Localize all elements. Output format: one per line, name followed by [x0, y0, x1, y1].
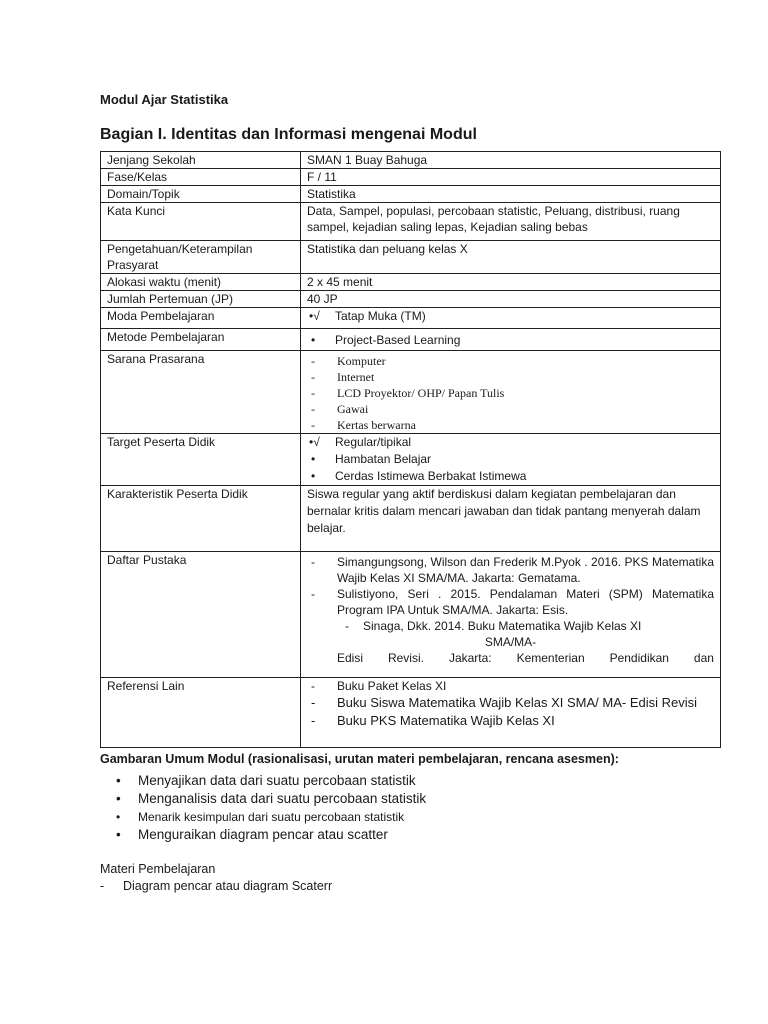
list-item: • Menyajikan data dari suatu percobaan statistik	[100, 772, 600, 790]
row-sarana	[101, 351, 721, 434]
value-referensi	[301, 678, 721, 748]
value-metode	[301, 329, 721, 351]
label-fase: Fase/Kelas	[101, 169, 301, 186]
tail-word: Kementerian	[516, 651, 585, 665]
label-karakteristik: Karakteristik Peserta Didik	[101, 486, 301, 552]
label-jumlah: Jumlah Pertemuan (JP)	[101, 291, 301, 308]
dash-marker: -	[100, 879, 105, 893]
list-item: • Cerdas Istimewa Berbakat Istimewa	[307, 468, 716, 485]
materi-item-text: Diagram pencar atau diagram Scaterr	[123, 879, 333, 893]
label-referensi: Referensi Lain	[101, 678, 301, 748]
label-pustaka: Daftar Pustaka	[101, 552, 301, 678]
list-item: - Buku Siswa Matematika Wajib Kelas XI SMA/ MA- Edisi Revisi	[307, 694, 716, 712]
list-item: - LCD Proyektor/ OHP/ Papan Tulis	[307, 385, 716, 401]
tail-word: dan	[693, 651, 714, 665]
row-metode	[101, 329, 721, 351]
row-jumlah	[101, 291, 721, 308]
value-karakteristik: Siswa regular yang aktif berdiskusi dalam kegiatan pembelajaran dan bernalar kritis dalam mencari jawaban dan tidak pantang menyerah dalam belajar.	[301, 486, 721, 552]
row-jenjang	[101, 152, 721, 169]
list-item: - Buku PKS Matematika Wajib Kelas XI	[307, 712, 716, 730]
label-alokasi: Alokasi waktu (menit)	[101, 274, 301, 291]
value-prasyarat: Statistika dan peluang kelas X	[301, 241, 721, 274]
identity-table	[100, 151, 721, 748]
list-item: - Sinaga, Dkk. 2014. Buku Matematika Wajib Kelas XI	[307, 618, 714, 634]
label-metode: Metode Pembelajaran	[101, 329, 301, 351]
label-target: Target Peserta Didik	[101, 434, 301, 486]
value-pustaka	[301, 552, 721, 678]
list-item: •√ Regular/tipikal	[307, 434, 716, 451]
value-jenjang: SMAN 1 Buay Bahuga	[301, 152, 721, 169]
value-fase: F / 11	[301, 169, 721, 186]
pustaka-tail-line	[307, 650, 714, 666]
document-title: Modul Ajar Statistika	[100, 92, 229, 107]
value-kata-kunci: Data, Sampel, populasi, percobaan statistic, Peluang, distribusi, ruang sampel, kejadian saling lepas, Kejadian saling bebas	[301, 203, 721, 241]
list-item: - Komputer	[307, 353, 716, 369]
row-fase	[101, 169, 721, 186]
value-target	[301, 434, 721, 486]
row-target	[101, 434, 721, 486]
row-kata-kunci	[101, 203, 721, 241]
tail-word: Revisi.	[387, 651, 424, 665]
list-item: • Project-Based Learning	[307, 332, 716, 348]
pustaka-continuation: SMA/MA-	[484, 635, 537, 649]
list-item: •√ Tatap Muka (TM)	[307, 308, 716, 324]
row-alokasi	[101, 274, 721, 291]
label-moda: Moda Pembelajaran	[101, 308, 301, 329]
list-item: - Kertas berwarna	[307, 417, 716, 433]
row-karakteristik	[101, 486, 721, 552]
row-domain	[101, 186, 721, 203]
label-domain: Domain/Topik	[101, 186, 301, 203]
list-item: - Internet	[307, 369, 716, 385]
value-jumlah: 40 JP	[301, 291, 721, 308]
list-item: - Sulistiyono, Seri . 2015. Pendalaman Materi (SPM) Matematika Program IPA Untuk SMA/MA. Jakarta: Esis.	[307, 586, 714, 618]
materi-title: Materi Pembelajaran	[100, 862, 216, 876]
value-sarana	[301, 351, 721, 434]
materi-item	[100, 879, 332, 893]
list-item: - Gawai	[307, 401, 716, 417]
row-moda	[101, 308, 721, 329]
gambaran-list	[100, 772, 600, 844]
row-prasyarat	[101, 241, 721, 274]
row-referensi	[101, 678, 721, 748]
list-item: - Simangungsong, Wilson dan Frederik M.Pyok . 2016. PKS Matematika Wajib Kelas XI SMA/MA. Jakarta: Gematama.	[307, 554, 714, 586]
label-jenjang: Jenjang Sekolah	[101, 152, 301, 169]
label-kata-kunci: Kata Kunci	[101, 203, 301, 241]
label-sarana: Sarana Prasarana	[101, 351, 301, 434]
list-item: • Hambatan Belajar	[307, 451, 716, 468]
value-alokasi: 2 x 45 menit	[301, 274, 721, 291]
label-prasyarat: Pengetahuan/Keterampilan Prasyarat	[101, 241, 301, 274]
list-item: • Menguraikan diagram pencar atau scatter	[100, 826, 600, 844]
tail-word: Pendidikan	[609, 651, 669, 665]
list-item: - Buku Paket Kelas XI	[307, 678, 716, 694]
section-title: Bagian I. Identitas dan Informasi mengenai Modul	[100, 126, 477, 143]
list-item: • Menarik kesimpulan dari suatu percobaan statistik	[100, 808, 600, 826]
list-item: • Menganalisis data dari suatu percobaan statistik	[100, 790, 600, 808]
tail-word: Jakarta:	[448, 651, 492, 665]
gambaran-title: Gambaran Umum Modul (rasionalisasi, urutan materi pembelajaran, rencana asesmen):	[100, 752, 619, 766]
row-pustaka	[101, 552, 721, 678]
value-moda	[301, 308, 721, 329]
tail-word: Edisi	[337, 651, 364, 665]
value-domain: Statistika	[301, 186, 721, 203]
